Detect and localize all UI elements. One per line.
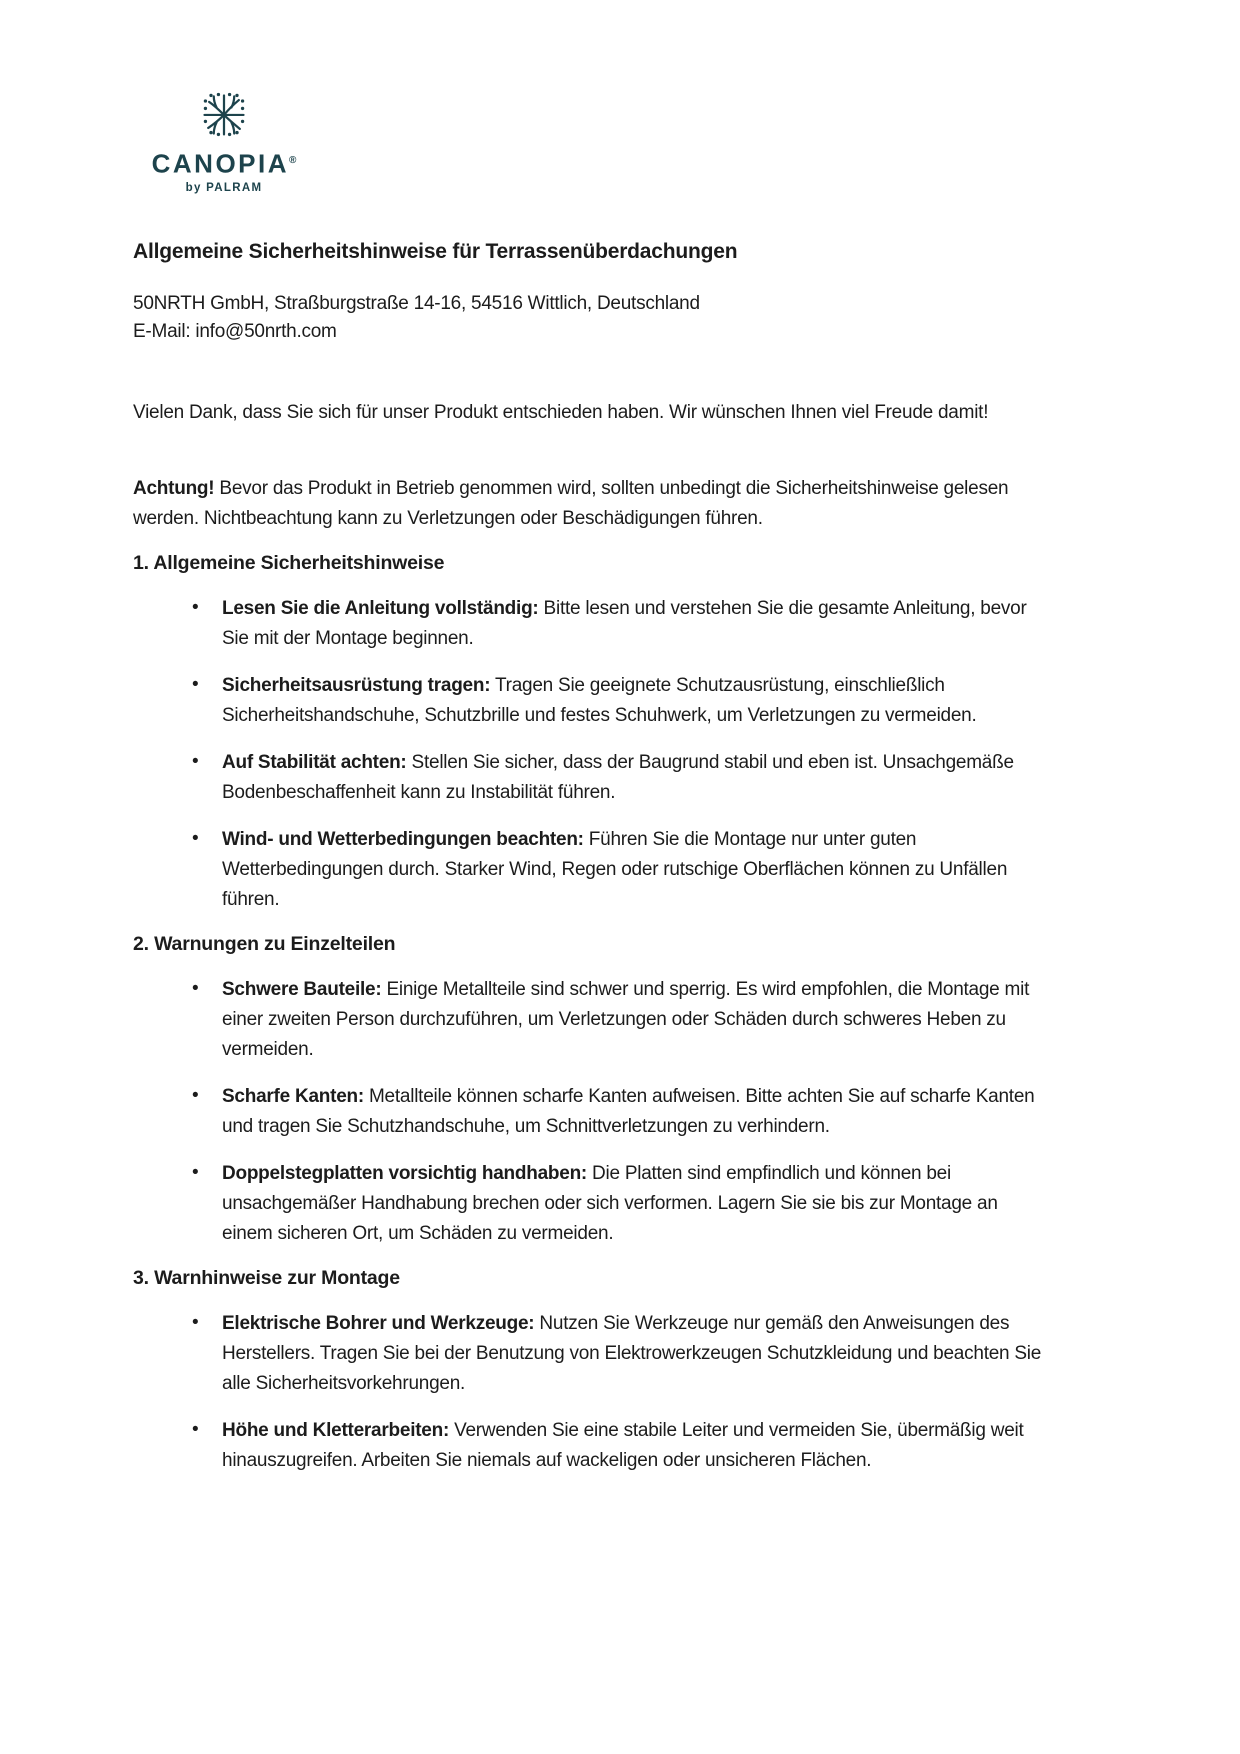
warning-text: Bevor das Produkt in Betrieb genommen wird, sollten unbedingt die Sicherheitshinweise gelesen werden. Nichtbeachtung kann zu Verletzungen oder Beschädigungen führen. [133, 477, 1009, 529]
intro-paragraph: Vielen Dank, dass Sie sich für unser Produkt entschieden haben. Wir wünschen Ihnen viel Freude damit! [133, 401, 989, 423]
logo [149, 88, 299, 194]
section-2-list [133, 975, 1043, 1249]
list-item-label: Elektrische Bohrer und Werkzeuge: [222, 1312, 535, 1334]
list-item [192, 1309, 1043, 1399]
list-item-text: Führen Sie die Montage nur unter guten Wetterbedingungen durch. Starker Wind, Regen oder rutschige Oberflächen können zu Unfällen führen. [222, 828, 1008, 910]
list-item-label: Schwere Bauteile: [222, 978, 382, 1000]
brand-byline: by PALRAM [185, 181, 263, 194]
list-item-text: Metallteile können scharfe Kanten aufweisen. Bitte achten Sie auf scharfe Kanten und tragen Sie Schutzhandschuhe, um Schnittverletzungen zu verhindern. [222, 1085, 1035, 1137]
company-email-line: E-Mail: info@50nrth.com [133, 320, 337, 342]
company-address-line: 50NRTH GmbH, Straßburgstraße 14-16, 54516 Wittlich, Deutschland [133, 292, 700, 314]
list-item-label: Scharfe Kanten: [222, 1085, 364, 1107]
section-heading-1: 1. Allgemeine Sicherheitshinweise [133, 551, 445, 574]
registered-trademark-symbol: ® [289, 155, 297, 166]
list-item-text: Bitte lesen und verstehen Sie die gesamte Anleitung, bevor Sie mit der Montage beginnen. [222, 597, 1027, 649]
list-item-text: Einige Metallteile sind schwer und sperrig. Es wird empfohlen, die Montage mit einer zweiten Person durchzuführen, um Verletzungen oder Schäden durch schweres Heben zu vermeiden. [222, 978, 1030, 1060]
list-item [192, 1416, 1043, 1476]
section-1-list [133, 594, 1043, 915]
warning-label: Achtung! [133, 477, 215, 499]
section-3-list [133, 1309, 1043, 1476]
list-item-text: Stellen Sie sicher, dass der Baugrund stabil und eben ist. Unsachgemäße Bodenbeschaffenheit kann zu Instabilität führen. [222, 751, 1014, 803]
list-item [192, 671, 1043, 731]
warning-paragraph [133, 474, 1043, 534]
section-heading-2: 2. Warnungen zu Einzelteilen [133, 932, 396, 955]
list-item [192, 975, 1043, 1065]
section-heading-3: 3. Warnhinweise zur Montage [133, 1266, 400, 1289]
brand-wordmark [149, 148, 299, 177]
brand-name: CANOPIA [151, 148, 290, 179]
canopia-tree-icon [198, 88, 250, 140]
list-item-label: Doppelstegplatten vorsichtig handhaben: [222, 1162, 587, 1184]
list-item-text: Die Platten sind empfindlich und können bei unsachgemäßer Handhabung brechen oder sich verformen. Lagern Sie sie bis zur Montage an einem sicheren Ort, um Schäden zu vermeiden. [222, 1162, 998, 1244]
list-item-text: Verwenden Sie eine stabile Leiter und vermeiden Sie, übermäßig weit hinauszugreifen. Arbeiten Sie niemals auf wackeligen oder unsicheren Flächen. [222, 1419, 1024, 1471]
list-item [192, 748, 1043, 808]
list-item [192, 1159, 1043, 1249]
list-item [192, 1082, 1043, 1142]
list-item [192, 825, 1043, 915]
list-item [192, 594, 1043, 654]
list-item-text: Tragen Sie geeignete Schutzausrüstung, einschließlich Sicherheitshandschuhe, Schutzbrille und festes Schuhwerk, um Verletzungen zu vermeiden. [222, 674, 977, 726]
page-title: Allgemeine Sicherheitshinweise für Terrassenüberdachungen [133, 239, 738, 263]
list-item-label: Auf Stabilität achten: [222, 751, 407, 773]
list-item-text: Nutzen Sie Werkzeuge nur gemäß den Anweisungen des Herstellers. Tragen Sie bei der Benutzung von Elektrowerkzeugen Schutzkleidung und beachten Sie alle Sicherheitsvorkehrungen. [222, 1312, 1042, 1394]
list-item-label: Wind- und Wetterbedingungen beachten: [222, 828, 584, 850]
list-item-label: Sicherheitsausrüstung tragen: [222, 674, 491, 696]
list-item-label: Höhe und Kletterarbeiten: [222, 1419, 450, 1441]
list-item-label: Lesen Sie die Anleitung vollständig: [222, 597, 539, 619]
